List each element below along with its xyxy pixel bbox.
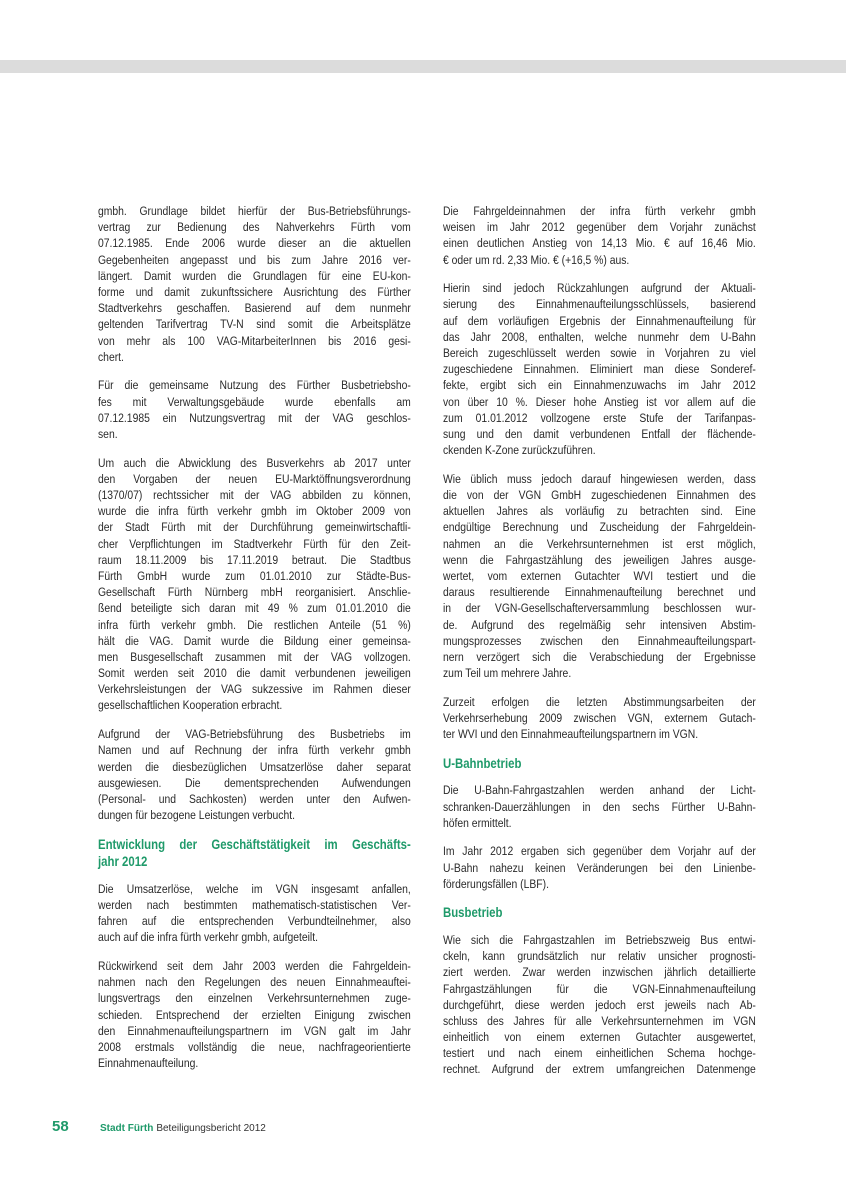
text-line: zugeschiedene Einnahmen. Eliminiert man diese Sonderef-	[443, 362, 756, 377]
text-line: chert.	[98, 349, 124, 364]
text-line: testiert und nach einem einheitlichen Schema hochge-	[443, 1046, 756, 1061]
section-heading	[443, 904, 756, 922]
text-line: ausgewiesen. Die dementsprechenden Aufwendungen	[98, 775, 411, 790]
text-line: ßend beteiligte sich daran mit 49 % zum 01.01.2010 die	[98, 601, 411, 616]
paragraph	[443, 203, 756, 268]
paragraph	[98, 377, 411, 442]
text-line: Namen und auf Rechnung der infra fürth verkehr gmbh	[98, 743, 411, 758]
text-line: ziert werden. Zwar werden inzwischen jährlich detaillierte	[443, 965, 756, 980]
text-line: förderungsfällen (LBF).	[443, 876, 549, 891]
text-line: Die Fahrgeldeinnahmen der infra fürth verkehr gmbh	[443, 204, 756, 218]
paragraph	[443, 694, 756, 743]
text-line: mungsprozesses zwischen den Einnahmeaufteilungspart-	[443, 633, 756, 648]
text-line: daraus resultierende Einnahmenaufteilung berechnet und	[443, 585, 756, 600]
footer-title: Beteiligungsbericht 2012	[156, 1123, 266, 1134]
paragraph	[98, 203, 411, 365]
text-line: in der VGN-Gesellschafterversammlung beschlossen wur-	[443, 601, 756, 616]
text-line: den Einnahmenaufteilungspartnern im VGN galt im Jahr	[98, 1023, 411, 1038]
left-column	[98, 203, 411, 1084]
text-line: Gesellschaft Fürth Nürnberg mbH reorganisiert. Anschlie-	[98, 585, 411, 600]
text-line: 2008 erstmals vollständig die neue, nachfrageorientierte	[98, 1039, 411, 1054]
text-line: Gegebenheiten angepasst und bis zum Jahre 2016 ver-	[98, 252, 411, 267]
text-line: Somit werden seit 2010 die damit verbundenen jeweiligen	[98, 666, 411, 681]
paragraph	[98, 881, 411, 946]
text-line: (1370/07) rechtssicher mit der VAG abbilden zu können,	[98, 488, 411, 502]
text-line: sung und den damit verbundenen Entfall der flächende-	[443, 426, 756, 441]
text-line: U-Bahn nahezu keinen Veränderungen bei den Linienbe-	[443, 860, 756, 875]
text-line: forme und damit zukunftssichere Ausrichtung des Fürther	[98, 284, 411, 299]
text-line: nahmen an die Verkehrsunternehmen ist erst möglich,	[443, 536, 756, 551]
text-line: Die U-Bahn-Fahrgastzahlen werden anhand der Licht-	[443, 783, 756, 798]
section-heading	[443, 755, 756, 773]
text-line: gesellschaftlichen Kooperation erbracht.	[98, 698, 283, 713]
text-line: nern verzögert sich die Verabschiedung der Ergebnisse	[443, 649, 756, 664]
text-line: 07.12.1985 ein Nutzungsvertrag mit der VAG geschlos-	[98, 410, 411, 425]
paragraph	[443, 932, 756, 1078]
text-line: Fahrgastzählungen für die VGN-Einnahmenaufteilung	[443, 981, 756, 996]
text-line: weisen im Jahr 2012 gegenüber dem Vorjahr zunächst	[443, 220, 756, 235]
paragraph	[98, 958, 411, 1071]
paragraph	[443, 471, 756, 681]
right-column	[443, 203, 756, 1090]
text-line: Für die gemeinsame Nutzung des Fürther Busbetriebsho-	[98, 378, 411, 393]
text-line: das Jahr 2008, enthalten, welche nunmehr dem U-Bahn	[443, 329, 756, 344]
text-line: aktuellen Jahres als vorläufig zu betrachten sind. Eine	[443, 504, 756, 519]
text-line: Stadtverkehrs geschaffen. Basierend auf dem nunmehr	[98, 301, 411, 316]
text-line: endgültige Berechnung und Zuscheidung der Fahrgeldein-	[443, 520, 756, 535]
text-line: Zurzeit erfolgen die letzten Abstimmungsarbeiten der	[443, 694, 756, 709]
text-line: jahr 2012	[98, 854, 148, 870]
text-line: Wie üblich muss jedoch darauf hingewiesen werden, dass	[443, 471, 756, 486]
text-line: raum 18.11.2009 bis 17.11.2019 betraut. Die Stadtbus	[98, 552, 411, 567]
text-line: Um auch die Abwicklung des Busverkehrs ab 2017 unter	[98, 455, 411, 470]
top-bar	[0, 60, 846, 73]
text-line: wertet, vom externen Gutachter WVI testiert und die	[443, 568, 756, 583]
text-line: wurde die infra fürth verkehr gmbh im Oktober 2009 von	[98, 504, 411, 519]
text-line: wenn die Fahrgastzählung des jeweiligen Jahres ausge-	[443, 552, 756, 567]
text-line: werden die diesbezüglichen Umsatzerlöse daher separat	[98, 759, 411, 774]
page-footer	[52, 1118, 266, 1135]
text-line: Einnahmenaufteilung.	[98, 1056, 199, 1071]
text-line: Busbetrieb	[443, 905, 503, 921]
text-line: fekte, ergibt sich ein Einnahmenzuwachs im Jahr 2012	[443, 378, 756, 393]
text-line: Die Umsatzerlöse, welche im VGN insgesamt anfallen,	[98, 881, 411, 896]
text-line: die von der VGN GmbH zugeschiedenen Einnahmen des	[443, 488, 756, 502]
text-line: U-Bahnbetrieb	[443, 755, 522, 771]
text-line: durchgeführt, diese werden jedoch erst jeweils nach Ab-	[443, 997, 756, 1012]
text-line: fahren auf die entsprechenden Verbundteilnehmer, also	[98, 914, 411, 929]
text-line: längert. Damit wurden die Grundlagen für eine EU-kon-	[98, 268, 411, 283]
text-line: ter WVI und den Einnahmeaufteilungspartnern im VGN.	[443, 727, 699, 742]
text-line: schranken-Dauerzählungen in den sechs Fürther U-Bahn-	[443, 799, 756, 814]
text-line: Hierin sind jedoch Rückzahlungen aufgrund der Aktuali-	[443, 281, 756, 296]
text-line: de. Aufgrund des regelmäßig sehr intensiven Abstim-	[443, 617, 756, 632]
text-line: der Stadt Fürth mit der Durchführung gemeinwirtschaftli-	[98, 520, 411, 535]
text-line: rechnet. Aufgrund der extrem umfangreichen Datenmenge	[443, 1062, 756, 1077]
text-line: gmbh. Grundlage bildet hierfür der Bus-Betriebsführungs-	[98, 204, 411, 218]
text-line: cher Verpflichtungen im Stadtverkehr Fürth für den Zeit-	[98, 536, 411, 551]
page-number: 58	[52, 1118, 69, 1135]
text-line: auch auf die infra fürth verkehr gmbh, aufgeteilt.	[98, 930, 318, 945]
text-line: nahmen nach den Regelungen des neuen Einnahmeauftei-	[98, 975, 411, 990]
text-line: auf dem vorläufigen Ergebnis der Einnahmenaufteilung für	[443, 313, 756, 328]
text-line: men Busgesellschaft zusammen mit der VAG vollzogen.	[98, 649, 411, 664]
text-line: Fürth GmbH wurde zum 01.01.2010 zur Städte-Bus-	[98, 568, 411, 583]
text-line: ckenden K-Zone zurückzuführen.	[443, 443, 596, 458]
paragraph	[443, 843, 756, 892]
text-line: schluss des Jahres für alle Verkehrsunternehmen im VGN	[443, 1013, 756, 1028]
text-line: werden nach bestimmten mathematisch-statistischen Ver-	[98, 897, 411, 912]
paragraph	[98, 726, 411, 823]
text-line: geltenden Tarifvertrag TV-N sind somit die Arbeitsplätze	[98, 317, 411, 332]
text-line: einheitlich von einem externen Gutachter ausgewertet,	[443, 1030, 756, 1045]
text-line: infra fürth verkehr gmbh. Die restlichen Anteile (51 %)	[98, 617, 411, 632]
text-line: 07.12.1985. Ende 2006 wurde dieser an die aktuellen	[98, 236, 411, 251]
text-line: den Vorgaben der neuen EU-Marktöffnungsverordnung	[98, 471, 411, 486]
text-line: zum 01.01.2012 vollzogene erste Stufe der Tarifanpas-	[443, 410, 756, 425]
text-line: höfen ermittelt.	[443, 815, 512, 830]
paragraph	[443, 782, 756, 831]
text-line: vertrag zur Bedienung des Nahverkehrs Fürth vom	[98, 220, 411, 235]
paragraph	[98, 455, 411, 714]
text-line: einen deutlichen Anstieg von 14,13 Mio. € auf 16,46 Mio.	[443, 236, 756, 251]
text-line: dungen für bezogene Leistungen verbucht.	[98, 808, 295, 823]
section-heading	[98, 836, 411, 871]
text-line: lungsvertrags den einzelnen Verkehrsunternehmen zuge-	[98, 991, 411, 1006]
text-line: von über 10 %. Dieser hohe Anstieg ist vor allem auf die	[443, 394, 756, 409]
text-line: ckeln, kann grundsätzlich nur relativ unsicher prognosti-	[443, 949, 756, 964]
text-line: von mehr als 100 VAG-MitarbeiterInnen bis 2016 gesi-	[98, 333, 411, 348]
text-line: Bereich zugeschlüsselt werden sowie in Vorjahren zu viel	[443, 346, 756, 360]
text-line: Entwicklung der Geschäftstätigkeit im Geschäfts-	[98, 836, 411, 852]
text-line: Im Jahr 2012 ergaben sich gegenüber dem Vorjahr auf der	[443, 844, 756, 859]
text-line: Aufgrund der VAG-Betriebsführung des Busbetriebs im	[98, 727, 411, 742]
text-line: fes mit Verwaltungsgebäude wurde ebenfalls am	[98, 394, 411, 409]
text-line: Verkehrserhebung 2009 zwischen VGN, externem Gutach-	[443, 710, 756, 725]
text-line: € oder um rd. 2,33 Mio. € (+16,5 %) aus.	[443, 252, 630, 267]
footer-brand: Stadt Fürth	[100, 1123, 154, 1134]
text-line: Rückwirkend seit dem Jahr 2003 werden die Fahrgeldein-	[98, 959, 411, 973]
text-line: Verkehrsleistungen der VAG sukzessive im Rahmen dieser	[98, 682, 411, 697]
text-line: zum Teil um mehrere Jahre.	[443, 666, 572, 681]
text-line: (Personal- und Sachkosten) werden unter den Aufwen-	[98, 791, 411, 806]
text-line: sen.	[98, 426, 118, 441]
text-line: hält die VAG. Damit wurde die Bildung einer gemeinsa-	[98, 633, 411, 648]
text-line: Wie sich die Fahrgastzahlen im Betriebszweig Bus entwi-	[443, 932, 756, 947]
text-line: schieden. Entsprechend der erzielten Einigung zwischen	[98, 1007, 411, 1022]
text-line: sierung des Einnahmenaufteilungsschlüssels, basierend	[443, 297, 756, 312]
paragraph	[443, 280, 756, 458]
